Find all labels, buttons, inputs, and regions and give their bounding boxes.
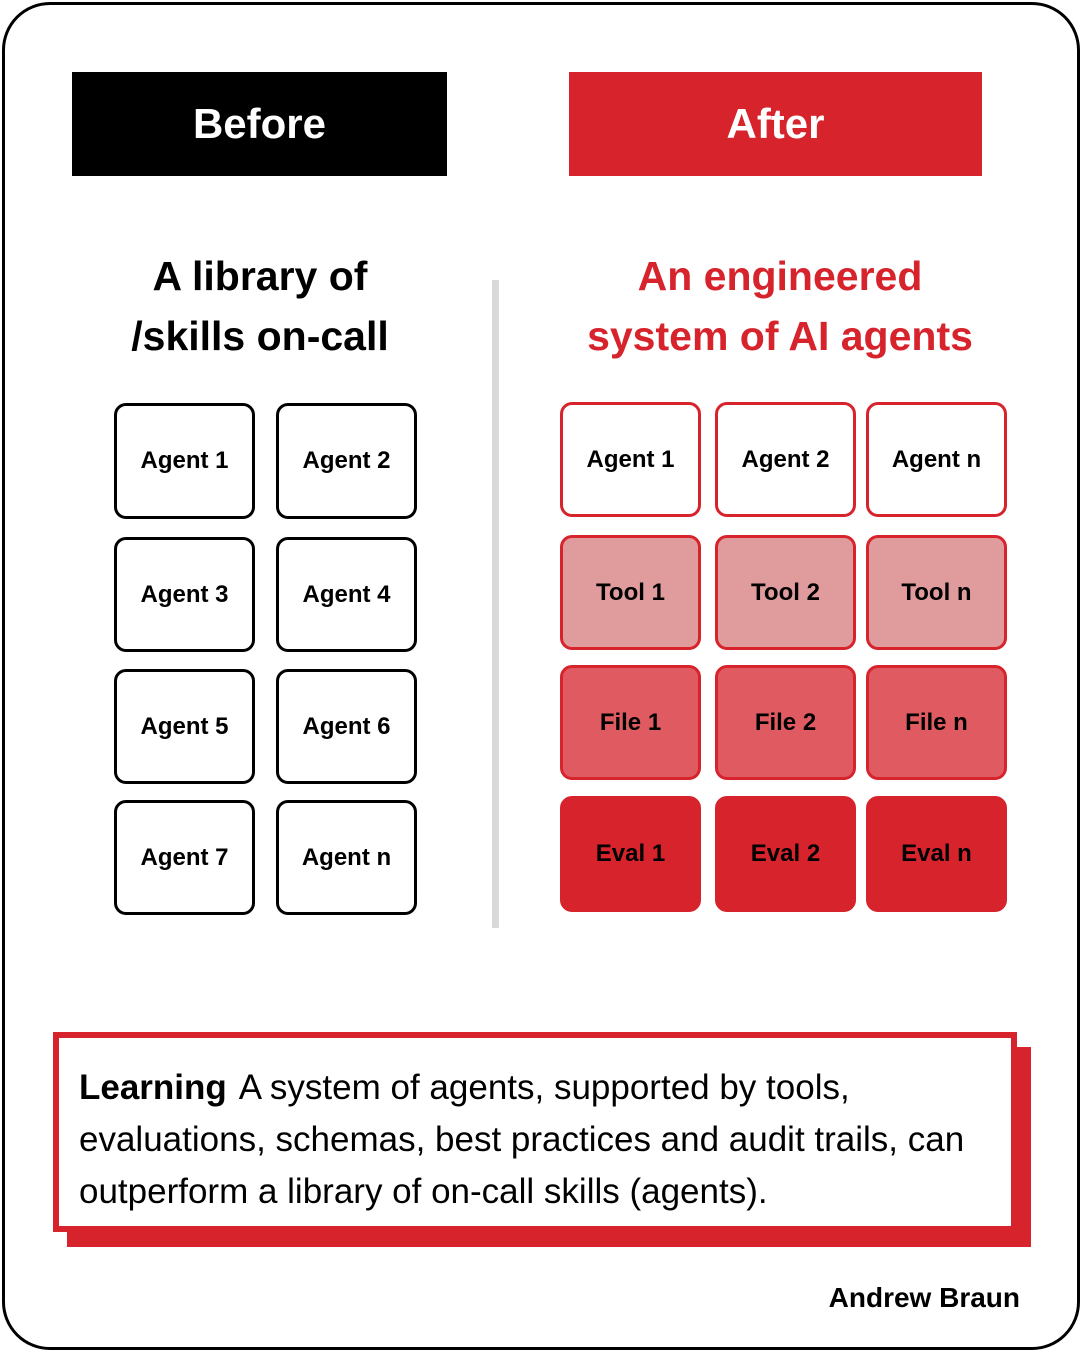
before-agent-tile: Agent 2	[276, 403, 417, 519]
before-agent-tile: Agent 1	[114, 403, 255, 519]
tool-tile: Tool 2	[715, 535, 856, 650]
before-agent-tile: Agent 3	[114, 537, 255, 652]
file-tile: File n	[866, 665, 1007, 780]
learning-box	[53, 1032, 1017, 1232]
file-tile: File 1	[560, 665, 701, 780]
after-agent-tile: Agent 2	[715, 402, 856, 517]
after-agent-tile: Agent 1	[560, 402, 701, 517]
before-agent-tile: Agent 7	[114, 800, 255, 915]
before-heading	[60, 246, 460, 366]
author-name: Andrew Braun	[828, 1282, 1020, 1313]
after-agent-tile: Agent n	[866, 402, 1007, 517]
before-header: Before	[72, 72, 447, 176]
learning-text: A system of agents, supported by tools, evaluations, schemas, best practices and audit trails, can outperform a library of on-call skills (agents).	[79, 1068, 965, 1211]
file-tile: File 2	[715, 665, 856, 780]
eval-tile: Eval n	[866, 796, 1007, 912]
tool-tile: Tool 1	[560, 535, 701, 650]
before-heading-line-1: A library of	[152, 253, 368, 299]
after-heading	[540, 246, 1020, 366]
learning-label: Learning	[79, 1068, 227, 1107]
after-heading-line-2: system of AI agents	[587, 313, 973, 359]
before-agent-tile: Agent n	[276, 800, 417, 915]
before-heading-line-2: /skills on-call	[131, 313, 389, 359]
column-divider	[492, 280, 499, 928]
after-header: After	[569, 72, 982, 176]
after-heading-line-1: An engineered	[637, 253, 923, 299]
before-agent-tile: Agent 6	[276, 669, 417, 784]
before-agent-tile: Agent 5	[114, 669, 255, 784]
eval-tile: Eval 2	[715, 796, 856, 912]
tool-tile: Tool n	[866, 535, 1007, 650]
eval-tile: Eval 1	[560, 796, 701, 912]
before-agent-tile: Agent 4	[276, 537, 417, 652]
